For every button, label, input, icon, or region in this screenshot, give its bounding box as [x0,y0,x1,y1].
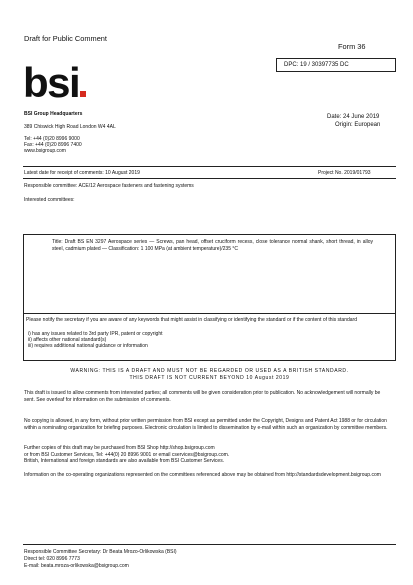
notify-item: i) has any issues related to 3rd party IPR, patent or copyright [28,331,163,337]
doc-origin: Origin: European [335,122,381,128]
group-tel: Tel: +44 (0)20 8996 9000 [24,136,80,142]
notify-item: iii) requires additional national guidance or information [28,343,148,349]
doc-ref-box [276,58,396,72]
draft-title: Draft for Public Comment [24,34,107,43]
group-web: www.bsigroup.com [24,148,66,154]
notify-intro: Please notify the secretary if you are aware of any keywords that might assist in classifying or identifying the standard or if the content of this standard [26,317,358,323]
shop-link[interactable]: http://shop.bsigroup.com [159,445,215,451]
notify-item: ii) affects other national standard(s) [28,337,107,343]
paragraph-copying: No copying is allowed, in any form, without prior written permission from BSI except as permitted under the Copyright, Designs and Patent Act 1988 or for circulation within a nominating organization for briefing purposes. Electronic circulation is limited to dissemination by e-mail within such an organization by committee members. [24,418,388,431]
divider [23,544,396,545]
group-fax: Fax: +44 (0)20 8996 7400 [24,142,82,148]
paragraph-cooperating [24,472,392,479]
purchase-text-2: or from BSI Customer Services, Tel: +44(0) 20 8996 9001 or email cservices@bsigroup.com. [24,451,230,458]
bsi-logo [23,59,86,106]
form-label: Form 36 [338,42,366,51]
project-no: Project No. 2019/01793 [318,170,371,176]
notify-box [23,314,396,361]
doc-date: Date: 24 June 2019 [327,114,380,120]
logo-dot-icon [80,91,86,97]
title-box [23,234,396,314]
footer-email: E-mail: beata.mroza-orlikowska@bsigroup.com [24,563,129,569]
purchase-text: Further copies of this draft may be purchased from BSI Shop [24,445,160,451]
footer-tel: Direct tel: 020 8996 7773 [24,556,80,562]
interested-committees: Interested committees: [24,197,75,203]
footer-secretary: Responsible Committee Secretary: Dr Beata Mrozo-Orlikowska (BSI) [24,549,177,555]
doc-title: Title: Draft BS EN 3297 Aerospace series — Screws, pan head, offset cruciform recess, close tolerance normal shank, short thread, in alloy steel, cadmium plated — Classification: 1 100 MPa (at ambient temperature)/235 °C [52,239,373,252]
purchase-text-3: British, International and foreign standards are also available from BSI Customer Services. [24,458,225,464]
group-name: BSI Group Headquarters [24,111,83,117]
standards-link[interactable]: http://standardsdevelopment.bsigroup.com [286,472,381,478]
divider [23,178,396,179]
paragraph-purchase [24,445,392,465]
responsible-committee: Responsible committee: ACE/12 Aerospace fasteners and fastening systems [24,183,194,189]
divider [23,166,396,167]
cooperating-text: Information on the co-operating organizations represented on the committees referenced above may be obtained from [24,472,287,478]
latest-date: Latest date for receipt of comments: 10 August 2019 [24,170,140,176]
doc-ref: DPC: 19 / 30397735 DC [284,62,349,68]
paragraph-comments: This draft is issued to allow comments from interested parties; all comments will be given consideration prior to publication. No acknowledgement will normally be sent. See overleaf for information on the submission of comments. [24,390,381,403]
logo-text: bsi [23,59,80,106]
warning-line-1: WARNING: THIS IS A DRAFT AND MUST NOT BE REGARDED OR USED AS A BRITISH STANDARD. [70,368,349,374]
warning-line-2: THIS DRAFT IS NOT CURRENT BEYOND 10 August 2019 [129,375,290,381]
group-address: 389 Chiswick High Road London W4 4AL [24,124,116,130]
